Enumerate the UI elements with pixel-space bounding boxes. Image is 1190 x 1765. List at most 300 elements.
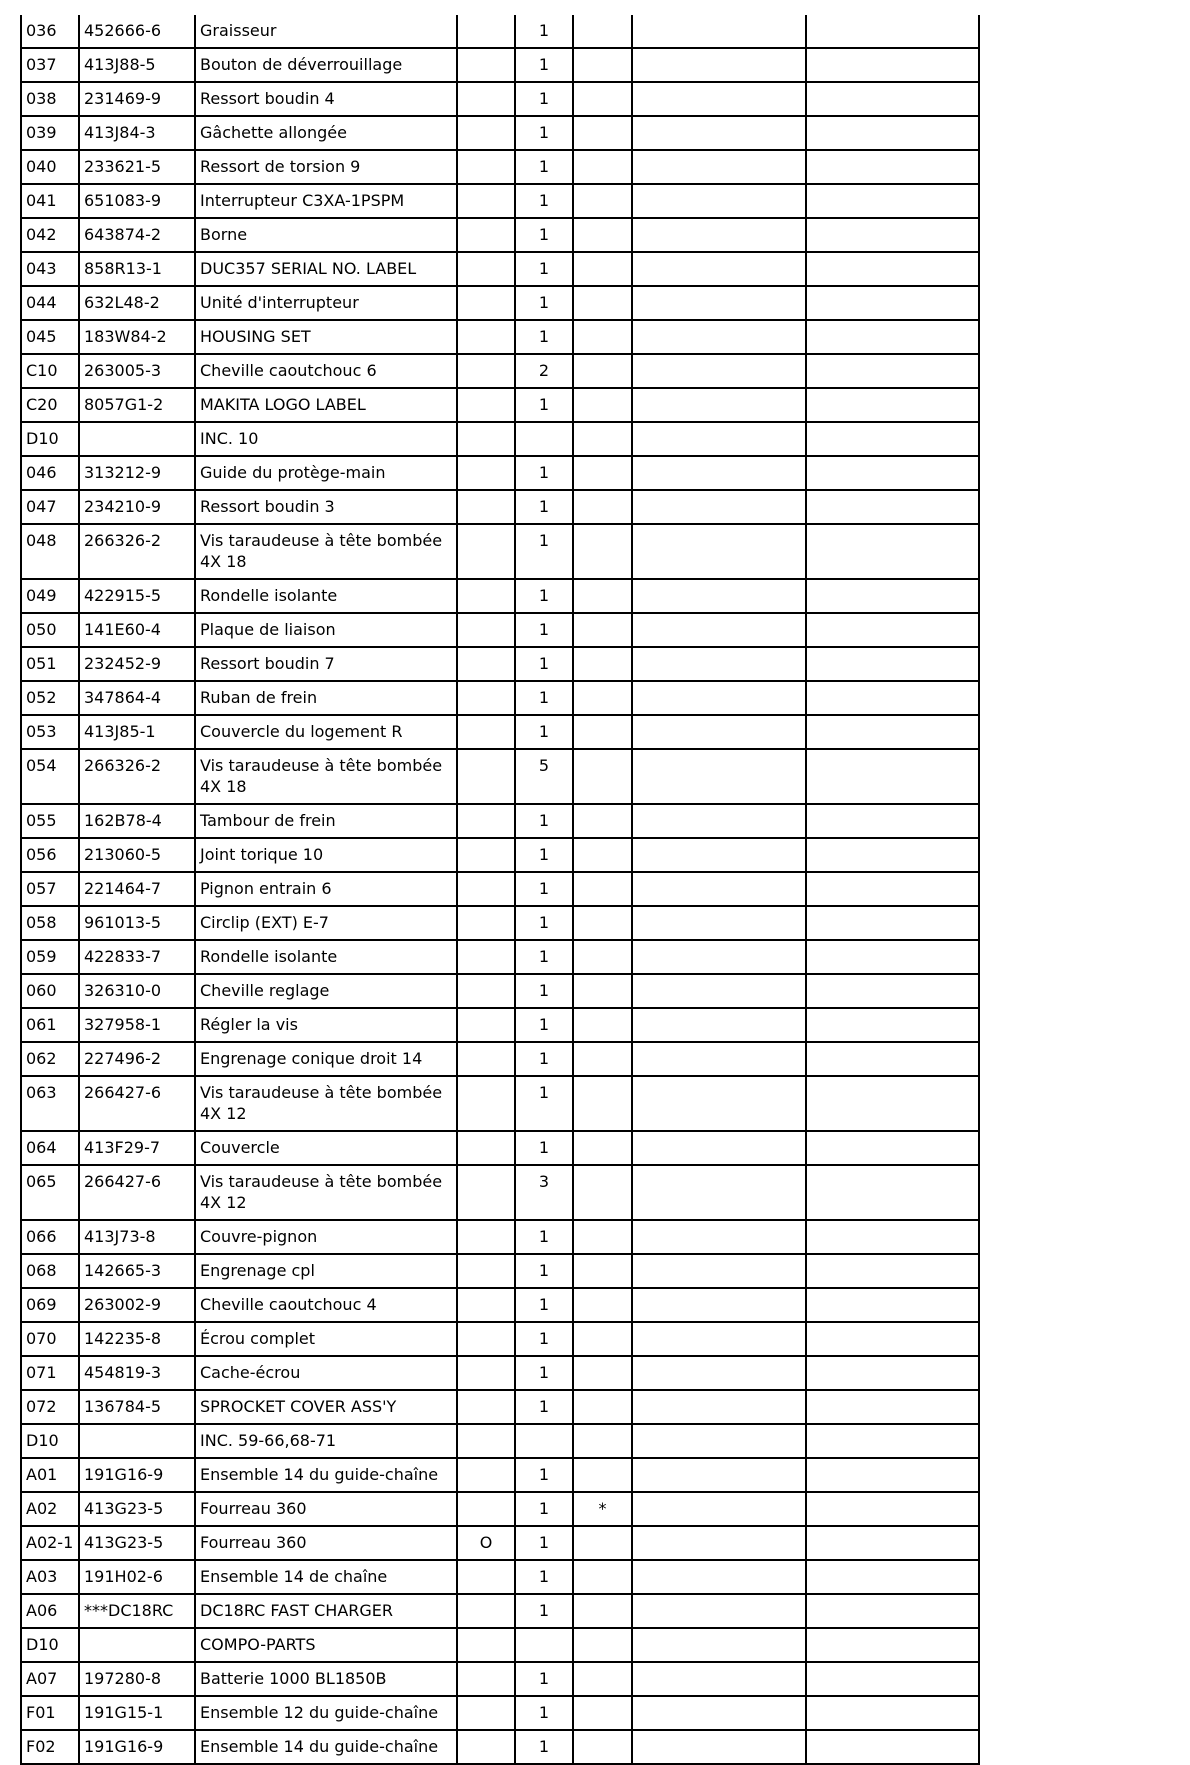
- remark-cell: [806, 15, 979, 48]
- remark-cell: [806, 1076, 979, 1131]
- part-number-cell: 632L48-2: [79, 286, 195, 320]
- item-number-cell: 056: [21, 838, 79, 872]
- table-row: [21, 749, 979, 804]
- description-cell: Ensemble 14 de chaîne: [195, 1560, 457, 1594]
- mark-cell: [573, 940, 632, 974]
- mark-cell: [573, 490, 632, 524]
- note-cell: [632, 150, 806, 184]
- note-cell: [632, 48, 806, 82]
- description-cell: Borne: [195, 218, 457, 252]
- item-number-cell: 046: [21, 456, 79, 490]
- quantity-cell: 1: [515, 1042, 573, 1076]
- mark-cell: [573, 422, 632, 456]
- part-number-cell: 643874-2: [79, 218, 195, 252]
- quantity-cell: 1: [515, 218, 573, 252]
- table-row: [21, 490, 979, 524]
- mark-cell: [573, 838, 632, 872]
- quantity-cell: 1: [515, 490, 573, 524]
- description-cell: Gâchette allongée: [195, 116, 457, 150]
- quantity-cell: 1: [515, 1696, 573, 1730]
- note-cell: [632, 1131, 806, 1165]
- part-number-cell: 263005-3: [79, 354, 195, 388]
- mark-cell: [573, 1526, 632, 1560]
- quantity-cell: 1: [515, 1220, 573, 1254]
- part-number-cell: 266326-2: [79, 524, 195, 579]
- table-row: [21, 1424, 979, 1458]
- option-cell: [457, 1042, 515, 1076]
- table-row: [21, 1628, 979, 1662]
- note-cell: [632, 1526, 806, 1560]
- part-number-cell: 162B78-4: [79, 804, 195, 838]
- item-number-cell: C20: [21, 388, 79, 422]
- option-cell: [457, 579, 515, 613]
- description-cell: Fourreau 360: [195, 1526, 457, 1560]
- option-cell: [457, 647, 515, 681]
- mark-cell: [573, 1288, 632, 1322]
- note-cell: [632, 804, 806, 838]
- description-cell: Vis taraudeuse à tête bombée 4X 18: [195, 749, 457, 804]
- item-number-cell: C10: [21, 354, 79, 388]
- option-cell: [457, 286, 515, 320]
- item-number-cell: 065: [21, 1165, 79, 1220]
- item-number-cell: F02: [21, 1730, 79, 1764]
- option-cell: [457, 681, 515, 715]
- note-cell: [632, 838, 806, 872]
- remark-cell: [806, 940, 979, 974]
- note-cell: [632, 613, 806, 647]
- description-cell: DUC357 SERIAL NO. LABEL: [195, 252, 457, 286]
- table-row: [21, 906, 979, 940]
- remark-cell: [806, 354, 979, 388]
- option-cell: [457, 456, 515, 490]
- option-cell: [457, 1165, 515, 1220]
- item-number-cell: A01: [21, 1458, 79, 1492]
- note-cell: [632, 1560, 806, 1594]
- option-cell: [457, 1254, 515, 1288]
- mark-cell: [573, 1730, 632, 1764]
- quantity-cell: [515, 1628, 573, 1662]
- note-cell: [632, 1424, 806, 1458]
- table-row: [21, 116, 979, 150]
- description-cell: Joint torique 10: [195, 838, 457, 872]
- note-cell: [632, 1356, 806, 1390]
- description-cell: Cheville reglage: [195, 974, 457, 1008]
- mark-cell: [573, 1008, 632, 1042]
- quantity-cell: 2: [515, 354, 573, 388]
- mark-cell: [573, 749, 632, 804]
- note-cell: [632, 1322, 806, 1356]
- note-cell: [632, 1076, 806, 1131]
- part-number-cell: 263002-9: [79, 1288, 195, 1322]
- note-cell: [632, 490, 806, 524]
- quantity-cell: 1: [515, 974, 573, 1008]
- quantity-cell: 1: [515, 1254, 573, 1288]
- table-row: [21, 354, 979, 388]
- mark-cell: *: [573, 1492, 632, 1526]
- option-cell: [457, 1288, 515, 1322]
- item-number-cell: 069: [21, 1288, 79, 1322]
- part-number-cell: 142665-3: [79, 1254, 195, 1288]
- description-cell: Ressort boudin 3: [195, 490, 457, 524]
- mark-cell: [573, 116, 632, 150]
- mark-cell: [573, 1254, 632, 1288]
- quantity-cell: 1: [515, 647, 573, 681]
- quantity-cell: 1: [515, 1390, 573, 1424]
- option-cell: [457, 1662, 515, 1696]
- quantity-cell: 1: [515, 1492, 573, 1526]
- part-number-cell: 197280-8: [79, 1662, 195, 1696]
- description-cell: DC18RC FAST CHARGER: [195, 1594, 457, 1628]
- remark-cell: [806, 286, 979, 320]
- description-cell: Graisseur: [195, 15, 457, 48]
- note-cell: [632, 1390, 806, 1424]
- note-cell: [632, 1492, 806, 1526]
- note-cell: [632, 524, 806, 579]
- part-number-cell: 327958-1: [79, 1008, 195, 1042]
- item-number-cell: 058: [21, 906, 79, 940]
- quantity-cell: 3: [515, 1165, 573, 1220]
- part-number-cell: 266326-2: [79, 749, 195, 804]
- remark-cell: [806, 613, 979, 647]
- item-number-cell: 061: [21, 1008, 79, 1042]
- note-cell: [632, 1254, 806, 1288]
- table-row: [21, 974, 979, 1008]
- remark-cell: [806, 1254, 979, 1288]
- mark-cell: [573, 150, 632, 184]
- mark-cell: [573, 1628, 632, 1662]
- remark-cell: [806, 1526, 979, 1560]
- option-cell: [457, 252, 515, 286]
- description-cell: Ensemble 12 du guide-chaîne: [195, 1696, 457, 1730]
- remark-cell: [806, 906, 979, 940]
- note-cell: [632, 354, 806, 388]
- option-cell: [457, 906, 515, 940]
- part-number-cell: 266427-6: [79, 1076, 195, 1131]
- table-row: [21, 1492, 979, 1526]
- mark-cell: [573, 524, 632, 579]
- description-cell: Couvercle: [195, 1131, 457, 1165]
- item-number-cell: 072: [21, 1390, 79, 1424]
- description-cell: HOUSING SET: [195, 320, 457, 354]
- remark-cell: [806, 320, 979, 354]
- item-number-cell: 043: [21, 252, 79, 286]
- note-cell: [632, 1458, 806, 1492]
- table-row: [21, 838, 979, 872]
- table-row: [21, 286, 979, 320]
- mark-cell: [573, 252, 632, 286]
- part-number-cell: 413G23-5: [79, 1492, 195, 1526]
- option-cell: [457, 613, 515, 647]
- part-number-cell: 227496-2: [79, 1042, 195, 1076]
- item-number-cell: 036: [21, 15, 79, 48]
- item-number-cell: 057: [21, 872, 79, 906]
- option-cell: [457, 715, 515, 749]
- option-cell: [457, 150, 515, 184]
- quantity-cell: 1: [515, 184, 573, 218]
- mark-cell: [573, 184, 632, 218]
- quantity-cell: 1: [515, 1594, 573, 1628]
- quantity-cell: 1: [515, 715, 573, 749]
- table-row: [21, 681, 979, 715]
- part-number-cell: 651083-9: [79, 184, 195, 218]
- option-cell: [457, 15, 515, 48]
- table-row: [21, 320, 979, 354]
- mark-cell: [573, 974, 632, 1008]
- remark-cell: [806, 1322, 979, 1356]
- remark-cell: [806, 48, 979, 82]
- remark-cell: [806, 579, 979, 613]
- quantity-cell: 1: [515, 320, 573, 354]
- option-cell: [457, 1458, 515, 1492]
- remark-cell: [806, 1492, 979, 1526]
- table-row: [21, 1076, 979, 1131]
- item-number-cell: 037: [21, 48, 79, 82]
- mark-cell: [573, 1424, 632, 1458]
- part-number-cell: 191H02-6: [79, 1560, 195, 1594]
- quantity-cell: 1: [515, 82, 573, 116]
- option-cell: [457, 320, 515, 354]
- part-number-cell: 422915-5: [79, 579, 195, 613]
- note-cell: [632, 1696, 806, 1730]
- description-cell: Cheville caoutchouc 4: [195, 1288, 457, 1322]
- table-row: [21, 1288, 979, 1322]
- table-row: [21, 422, 979, 456]
- note-cell: [632, 456, 806, 490]
- mark-cell: [573, 1458, 632, 1492]
- part-number-cell: 233621-5: [79, 150, 195, 184]
- description-cell: Ruban de frein: [195, 681, 457, 715]
- remark-cell: [806, 1288, 979, 1322]
- remark-cell: [806, 1594, 979, 1628]
- quantity-cell: 1: [515, 252, 573, 286]
- description-cell: Fourreau 360: [195, 1492, 457, 1526]
- part-number-cell: 858R13-1: [79, 252, 195, 286]
- item-number-cell: A03: [21, 1560, 79, 1594]
- table-row: [21, 1662, 979, 1696]
- part-number-cell: 191G16-9: [79, 1730, 195, 1764]
- table-row: [21, 1356, 979, 1390]
- remark-cell: [806, 872, 979, 906]
- description-cell: Pignon entrain 6: [195, 872, 457, 906]
- remark-cell: [806, 1458, 979, 1492]
- table-row: [21, 647, 979, 681]
- note-cell: [632, 1165, 806, 1220]
- item-number-cell: 053: [21, 715, 79, 749]
- part-number-cell: 452666-6: [79, 15, 195, 48]
- mark-cell: [573, 456, 632, 490]
- item-number-cell: 044: [21, 286, 79, 320]
- option-cell: [457, 388, 515, 422]
- note-cell: [632, 1042, 806, 1076]
- part-number-cell: 183W84-2: [79, 320, 195, 354]
- option-cell: [457, 838, 515, 872]
- table-row: [21, 1696, 979, 1730]
- table-row: [21, 613, 979, 647]
- mark-cell: [573, 1131, 632, 1165]
- quantity-cell: 1: [515, 1560, 573, 1594]
- note-cell: [632, 1628, 806, 1662]
- mark-cell: [573, 1220, 632, 1254]
- parts-table: [20, 15, 980, 1765]
- option-cell: [457, 490, 515, 524]
- note-cell: [632, 647, 806, 681]
- part-number-cell: 213060-5: [79, 838, 195, 872]
- remark-cell: [806, 1356, 979, 1390]
- quantity-cell: 1: [515, 1526, 573, 1560]
- option-cell: [457, 48, 515, 82]
- part-number-cell: 141E60-4: [79, 613, 195, 647]
- part-number-cell: [79, 422, 195, 456]
- part-number-cell: 413J73-8: [79, 1220, 195, 1254]
- remark-cell: [806, 1662, 979, 1696]
- item-number-cell: F01: [21, 1696, 79, 1730]
- item-number-cell: 040: [21, 150, 79, 184]
- remark-cell: [806, 116, 979, 150]
- part-number-cell: ***DC18RC: [79, 1594, 195, 1628]
- mark-cell: [573, 1042, 632, 1076]
- remark-cell: [806, 1730, 979, 1764]
- description-cell: Guide du protège-main: [195, 456, 457, 490]
- description-cell: Couvercle du logement R: [195, 715, 457, 749]
- table-row: [21, 1390, 979, 1424]
- part-number-cell: 142235-8: [79, 1322, 195, 1356]
- quantity-cell: 1: [515, 15, 573, 48]
- mark-cell: [573, 1390, 632, 1424]
- note-cell: [632, 1662, 806, 1696]
- mark-cell: [573, 804, 632, 838]
- mark-cell: [573, 218, 632, 252]
- description-cell: Cache-écrou: [195, 1356, 457, 1390]
- option-cell: [457, 1560, 515, 1594]
- table-row: [21, 1254, 979, 1288]
- option-cell: [457, 974, 515, 1008]
- description-cell: Vis taraudeuse à tête bombée 4X 18: [195, 524, 457, 579]
- table-row: [21, 1322, 979, 1356]
- part-number-cell: 136784-5: [79, 1390, 195, 1424]
- quantity-cell: 1: [515, 804, 573, 838]
- quantity-cell: 1: [515, 150, 573, 184]
- part-number-cell: 454819-3: [79, 1356, 195, 1390]
- item-number-cell: 063: [21, 1076, 79, 1131]
- remark-cell: [806, 1560, 979, 1594]
- remark-cell: [806, 681, 979, 715]
- mark-cell: [573, 1076, 632, 1131]
- option-cell: [457, 872, 515, 906]
- item-number-cell: 051: [21, 647, 79, 681]
- note-cell: [632, 116, 806, 150]
- note-cell: [632, 940, 806, 974]
- option-cell: [457, 1008, 515, 1042]
- item-number-cell: 066: [21, 1220, 79, 1254]
- option-cell: [457, 1131, 515, 1165]
- item-number-cell: 042: [21, 218, 79, 252]
- item-number-cell: 071: [21, 1356, 79, 1390]
- note-cell: [632, 252, 806, 286]
- mark-cell: [573, 681, 632, 715]
- mark-cell: [573, 320, 632, 354]
- option-cell: O: [457, 1526, 515, 1560]
- table-row: [21, 804, 979, 838]
- remark-cell: [806, 150, 979, 184]
- description-cell: Rondelle isolante: [195, 579, 457, 613]
- option-cell: [457, 1492, 515, 1526]
- mark-cell: [573, 15, 632, 48]
- option-cell: [457, 1356, 515, 1390]
- note-cell: [632, 715, 806, 749]
- option-cell: [457, 1220, 515, 1254]
- quantity-cell: 1: [515, 838, 573, 872]
- mark-cell: [573, 48, 632, 82]
- part-number-cell: 422833-7: [79, 940, 195, 974]
- part-number-cell: 347864-4: [79, 681, 195, 715]
- note-cell: [632, 388, 806, 422]
- option-cell: [457, 218, 515, 252]
- option-cell: [457, 940, 515, 974]
- mark-cell: [573, 715, 632, 749]
- item-number-cell: D10: [21, 1424, 79, 1458]
- mark-cell: [573, 1594, 632, 1628]
- item-number-cell: 045: [21, 320, 79, 354]
- remark-cell: [806, 1390, 979, 1424]
- table-row: [21, 1008, 979, 1042]
- mark-cell: [573, 1165, 632, 1220]
- note-cell: [632, 1008, 806, 1042]
- mark-cell: [573, 1560, 632, 1594]
- table-row: [21, 388, 979, 422]
- remark-cell: [806, 974, 979, 1008]
- part-number-cell: [79, 1424, 195, 1458]
- quantity-cell: [515, 1424, 573, 1458]
- remark-cell: [806, 82, 979, 116]
- description-cell: Régler la vis: [195, 1008, 457, 1042]
- item-number-cell: 038: [21, 82, 79, 116]
- option-cell: [457, 1424, 515, 1458]
- note-cell: [632, 1220, 806, 1254]
- remark-cell: [806, 388, 979, 422]
- table-row: [21, 579, 979, 613]
- description-cell: Plaque de liaison: [195, 613, 457, 647]
- mark-cell: [573, 1662, 632, 1696]
- remark-cell: [806, 715, 979, 749]
- description-cell: Ensemble 14 du guide-chaîne: [195, 1730, 457, 1764]
- quantity-cell: 1: [515, 940, 573, 974]
- quantity-cell: 1: [515, 388, 573, 422]
- table-row: [21, 184, 979, 218]
- item-number-cell: 050: [21, 613, 79, 647]
- option-cell: [457, 524, 515, 579]
- quantity-cell: [515, 422, 573, 456]
- part-number-cell: [79, 1628, 195, 1662]
- description-cell: Vis taraudeuse à tête bombée 4X 12: [195, 1076, 457, 1131]
- part-number-cell: 266427-6: [79, 1165, 195, 1220]
- part-number-cell: 326310-0: [79, 974, 195, 1008]
- description-cell: Tambour de frein: [195, 804, 457, 838]
- note-cell: [632, 906, 806, 940]
- mark-cell: [573, 613, 632, 647]
- description-cell: INC. 59-66,68-71: [195, 1424, 457, 1458]
- item-number-cell: 048: [21, 524, 79, 579]
- note-cell: [632, 422, 806, 456]
- description-cell: Bouton de déverrouillage: [195, 48, 457, 82]
- table-row: [21, 48, 979, 82]
- remark-cell: [806, 252, 979, 286]
- part-number-cell: 232452-9: [79, 647, 195, 681]
- note-cell: [632, 872, 806, 906]
- option-cell: [457, 82, 515, 116]
- mark-cell: [573, 906, 632, 940]
- table-row: [21, 218, 979, 252]
- table-row: [21, 1131, 979, 1165]
